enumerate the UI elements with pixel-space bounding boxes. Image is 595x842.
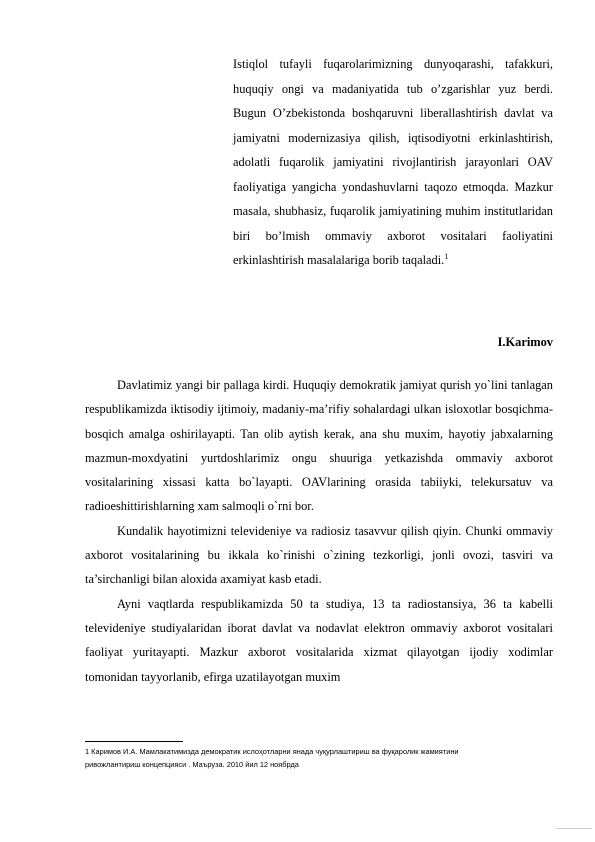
paragraph: Ayni vaqtlarda respublikamizda 50 ta studiya, 13 ta radiostansiya, 36 ta kabelli televideniye studiyalaridan iborat davlat va nodavlat elektron ommaviy axborot vositalari faoliyat yuritayapti. Mazkur axborot vositalarida xizmat qilayotgan ijodiy xodimlar tomonidan tayyorlanib, efirga uzatilayotgan muxim <box>85 596 553 684</box>
footnote <box>85 745 553 771</box>
body-text <box>85 373 553 689</box>
page-corner-divider <box>556 828 592 829</box>
paragraph: Davlatimiz yangi bir pallaga kirdi. Huquqiy demokratik jamiyat qurish yo`lini tanlagan respublikamizda iktisodiy ijtimoiy, madaniy-ma’rifiy sohalardagi ulkan isloxotlar bosqichma-bosqich amalga oshirilayapti. Tan olib aytish kerak, ana shu muxim, hayotiy jabxalarning mazmun-moxdyatini yurtdoshlarimiz ongu shuuriga yetkazishda ommaviy axborot vositalarining xissasi katta bo`layapti. OAVlarining orasida tabiiyki, telekursatuv va radioeshittirishlarning xam salmoqli o`rni bor. <box>85 378 553 514</box>
footnote-reference[interactable]: 1 <box>444 251 449 261</box>
footnote-separator <box>85 741 183 742</box>
footnote-line: ривожлантириш концепцияси . Маъруза. 2010 йил 12 ноябрда <box>85 760 299 769</box>
epigraph-text: Istiqlol tufayli fuqarolarimizning dunyoqarashi, tafakkuri, huquqiy ongi va madaniyatida tub o’zgarishlar yuz berdi. Bugun O’zbekistonda boshqaruvni liberallashtirish davlat va jamiyatni modernizasiya qilish, iqtisodiyotni erkinlashtirish, adolatli fuqarolik jamiyatini rivojlantirish jarayonlari OAV faoliyatiga yangicha yondashuvlarni taqozo etmoqda. Mazkur masala, shubhasiz, fuqarolik jamiyatining muhim institutlaridan biri bo’lmish ommaviy axborot vositalari faoliyatini erkinlashtirish masalalariga borib taqaladi. <box>233 57 553 267</box>
epigraph-author: I.Karimov <box>497 335 553 349</box>
paragraph: Kundalik hayotimizni televideniye va radiosiz tasavvur qilish qiyin. Chunki ommaviy axborot vositalarining bu ikkala ko`rinishi o`zining tezkorligi, jonli ovozi, tasviri va ta’sirchanligi bilan aloxida axamiyat kasb etadi. <box>85 523 553 587</box>
epigraph <box>233 52 553 273</box>
footnote-line: 1 Каримов И.А. Мамлакатимизда демократик ислоҳотларни янада чуқурлаштириш ва фуқаролик жамиятини <box>85 747 459 756</box>
